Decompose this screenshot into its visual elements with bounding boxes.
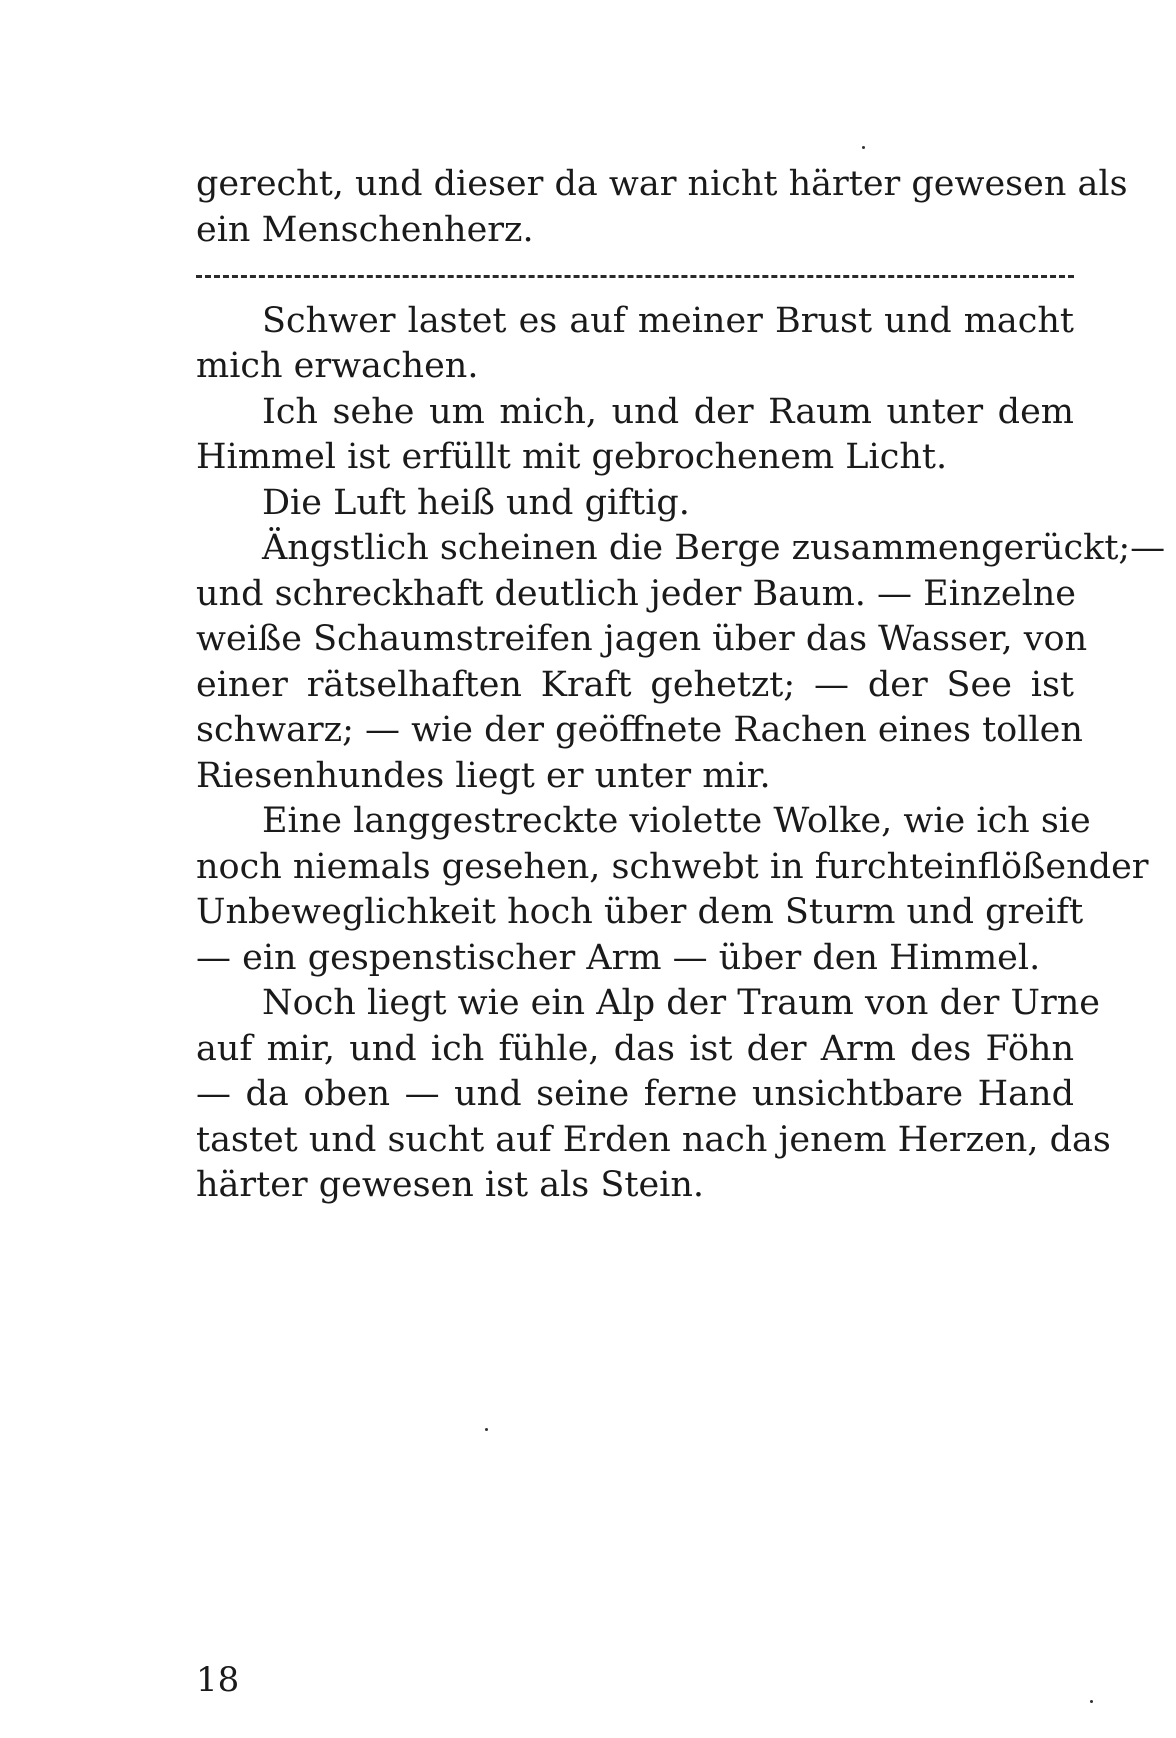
paragraph (196, 799, 1149, 981)
text-line: einer rätselhaften Kraft gehetzt; — der See ist (196, 664, 1074, 705)
text-line: tastet und sucht auf Erden nach jenem Herzen, das (196, 1119, 1111, 1160)
text-line: Noch liegt wie ein Alp der Traum von der Urne (262, 983, 1100, 1023)
text-line: Eine langgestreckte violette Wolke, wie ich sie (262, 801, 1091, 841)
text-line: Unbeweglichkeit hoch über dem Sturm und greift (196, 892, 1084, 932)
text-line: Ängstlich scheinen die Berge zusammengerückt;— (262, 528, 1166, 568)
paragraph (196, 162, 1128, 253)
print-speck (862, 146, 865, 149)
print-speck (485, 1428, 488, 1431)
print-speck (1090, 1700, 1093, 1703)
text-line: mich erwachen. (196, 346, 479, 386)
text-line: noch niemals gesehen, schwebt in furchteinflößender (196, 846, 1149, 887)
text-line: Die Luft heiß und giftig. (262, 482, 690, 523)
text-line: — ein gespenstischer Arm — über den Himmel. (196, 937, 1041, 978)
page-number: 18 (196, 1660, 240, 1700)
section-separator (196, 253, 1074, 299)
paragraph (196, 526, 1166, 799)
paragraph (196, 981, 1111, 1209)
paragraph (196, 390, 1074, 481)
text-line: — da oben — und seine ferne unsichtbare Hand (196, 1074, 1074, 1114)
text-line: und schreckhaft deutlich jeder Baum. — Einzelne (196, 573, 1077, 614)
text-line: schwarz; — wie der geöffnete Rachen eines tollen (196, 710, 1083, 750)
text-line: weiße Schaumstreifen jagen über das Wasser, von (196, 619, 1088, 659)
text-line: Riesenhundes liegt er unter mir. (196, 755, 771, 796)
text-line: Himmel ist erfüllt mit gebrochenem Licht. (196, 437, 948, 477)
text-line: auf mir, und ich fühle, das ist der Arm des Föhn (196, 1028, 1074, 1069)
body-text (196, 162, 1166, 1209)
text-line: härter gewesen ist als Stein. (196, 1165, 705, 1205)
paragraph (196, 481, 1074, 527)
dashed-rule (196, 275, 1074, 278)
text-line: Ich sehe um mich, und der Raum unter dem (262, 391, 1074, 432)
paragraph (196, 299, 1074, 390)
text-line: gerecht, und dieser da war nicht härter gewesen als (196, 164, 1128, 204)
text-line: ein Menschenherz. (196, 209, 534, 250)
text-line: Schwer lastet es auf meiner Brust und macht (262, 300, 1074, 341)
